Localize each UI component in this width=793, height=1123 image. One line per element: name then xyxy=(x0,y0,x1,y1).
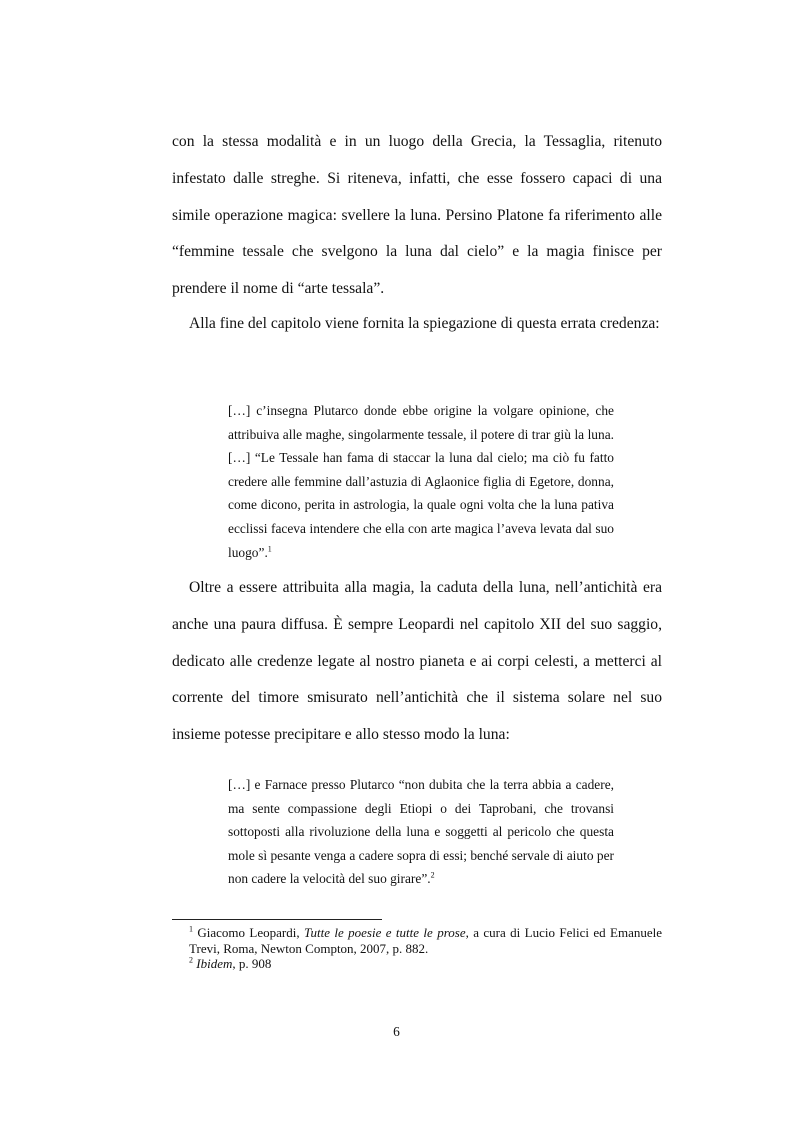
quote-text: […] e Farnace presso Plutarco “non dubita che la terra abbia a cadere, ma sente compassione degli Etiopi o dei Taprobani, che trovansi sottoposti alla rivoluzione della luna e soggetti al pericolo che questa mole sì pesante venga a cadere sopra di essi; benché servale di aiuto per non cadere la velocità del suo girare”. xyxy=(228,777,614,887)
footnote-divider xyxy=(172,919,382,920)
footnote-details: , a cura di Lucio Felici ed Emanuele Trevi, Roma, Newton Compton, 2007, p. 882. xyxy=(189,925,663,956)
block-quote-2 xyxy=(228,773,614,891)
page-number: 6 xyxy=(393,1024,400,1039)
footnote-title: Ibidem xyxy=(196,956,233,971)
body-paragraph-3: Oltre a essere attribuita alla magia, la caduta della luna, nell’antichità era anche una paura diffusa. È sempre Leopardi nel capitolo XII del suo saggio, dedicato alle credenze legate al nostro pianeta e ai corpi celesti, a metterci al corrente del timore smisurato nell’antichità che il sistema solare nel suo insieme potesse precipitare e allo stesso modo la luna: xyxy=(172,579,662,744)
footnote-author: Giacomo Leopardi, xyxy=(197,925,300,940)
body-paragraph-2: Alla fine del capitolo viene fornita la spiegazione di questa errata credenza: xyxy=(189,315,660,332)
body-paragraph-1: con la stessa modalità e in un luogo della Grecia, la Tessaglia, ritenuto infestato dalle streghe. Si riteneva, infatti, che esse fossero capaci di una simile operazione magica: svellere la luna. Persino Platone fa riferimento alle “femmine tessale che svelgono la luna dal cielo” e la magia finisce per prendere il nome di “arte tessala”. xyxy=(172,133,662,298)
footnote-details: , p. 908 xyxy=(232,956,272,971)
footnote-title: Tutte le poesie e tutte le prose xyxy=(304,925,466,940)
footnote-ref: 2 xyxy=(430,870,435,880)
footnote-number: 2 xyxy=(189,955,193,965)
footnote-number: 1 xyxy=(189,924,193,934)
footnote-2 xyxy=(172,956,662,972)
footnotes xyxy=(172,925,662,972)
block-quote-1 xyxy=(228,399,614,564)
quote-text: […] c’insegna Plutarco donde ebbe origine la volgare opinione, che attribuiva alle maghe, singolarmente tessale, il potere di trar giù la luna. […] “Le Tessale han fama di staccar la luna dal cielo; ma ciò fu fatto credere alle femmine dall’astuzia di Aglaonice figlia di Egetore, donna, come dicono, perita in astrologia, la quale ogni volta che la luna pativa ecclissi faceva intendere che ella con arte magica l’aveva levata dal suo luogo”. xyxy=(228,403,614,560)
footnote-ref: 1 xyxy=(267,544,272,554)
footnote-1 xyxy=(172,925,662,956)
